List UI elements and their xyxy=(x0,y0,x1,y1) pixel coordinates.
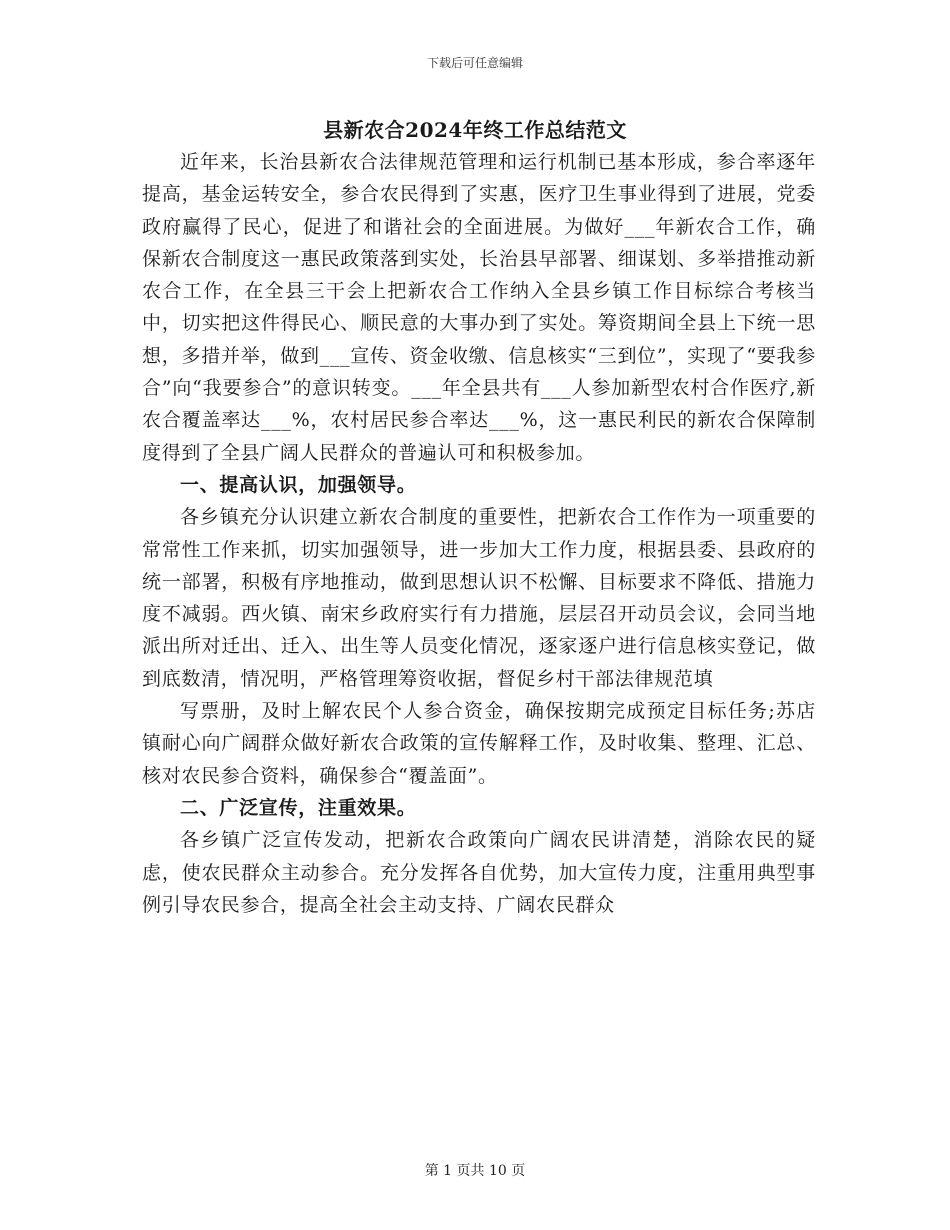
section-1-paragraph-continued: 写票册，及时上解农民个人参合资金，确保按期完成预定目标任务;苏店镇耐心向广阔群众做好新农合政策的宣传解释工作，及时收集、整理、汇总、核对农民参合资料，确保参合“覆盖面”。 xyxy=(142,700,816,787)
page-number-footer: 第 1 页共 10 页 xyxy=(424,1163,526,1179)
document-title: 县新农合2024年终工作总结范文 xyxy=(323,118,627,142)
intro-paragraph: 近年来，长治县新农合法律规范管理和运行机制已基本形成，参合率逐年提高，基金运转安全，参合农民得到了实惠，医疗卫生事业得到了进展，党委政府赢得了民心，促进了和谐社会的全面进展。为做好___年新农合工作，确保新农合制度这一惠民政策落到实处，长治县早部署、细谋划、多举措推动新农合工作，在全县三干会上把新农合工作纳入全县乡镇工作目标综合考核当中，切实把这件得民心、顺民意的大事办到了实处。筹资期间全县上下统一思想，多措并举，做到___宣传、资金收缴、信息核实“三到位”，实现了“要我参合”向“我要参合”的意识转变。___年全县共有___人参加新型农村合作医疗,新农合覆盖率达___%，农村居民参合率达___%，这一惠民利民的新农合保障制度得到了全县广阔人民群众的普遍认可和积极参加。 xyxy=(142,151,816,464)
section-2-paragraph: 各乡镇广泛宣传发动，把新农合政策向广阔农民讲清楚，消除农民的疑虑，使农民群众主动参合。充分发挥各自优势，加大宣传力度，注重用典型事例引导农民参合，提高全社会主动支持、广阔农民群众 xyxy=(142,829,816,916)
document-body xyxy=(142,146,816,921)
header-note: 下载后可任意编辑 xyxy=(426,56,523,70)
section-heading-1: 一、提高认识，加强领导。 xyxy=(180,473,417,496)
section-heading-2: 二、广泛宣传，注重效果。 xyxy=(180,796,417,819)
section-1-paragraph: 各乡镇充分认识建立新农合制度的重要性，把新农合工作作为一项重要的常常性工作来抓，切实加强领导，进一步加大工作力度，根据县委、县政府的统一部署，积极有序地推动，做到思想认识不松懈、目标要求不降低、措施力度不减弱。西火镇、南宋乡政府实行有力措施，层层召开动员会议，会同当地派出所对迁出、迁入、出生等人员变化情况，逐家逐户进行信息核实登记，做到底数清，情况明，严格管理筹资收据，督促乡村干部法律规范填 xyxy=(142,506,816,690)
